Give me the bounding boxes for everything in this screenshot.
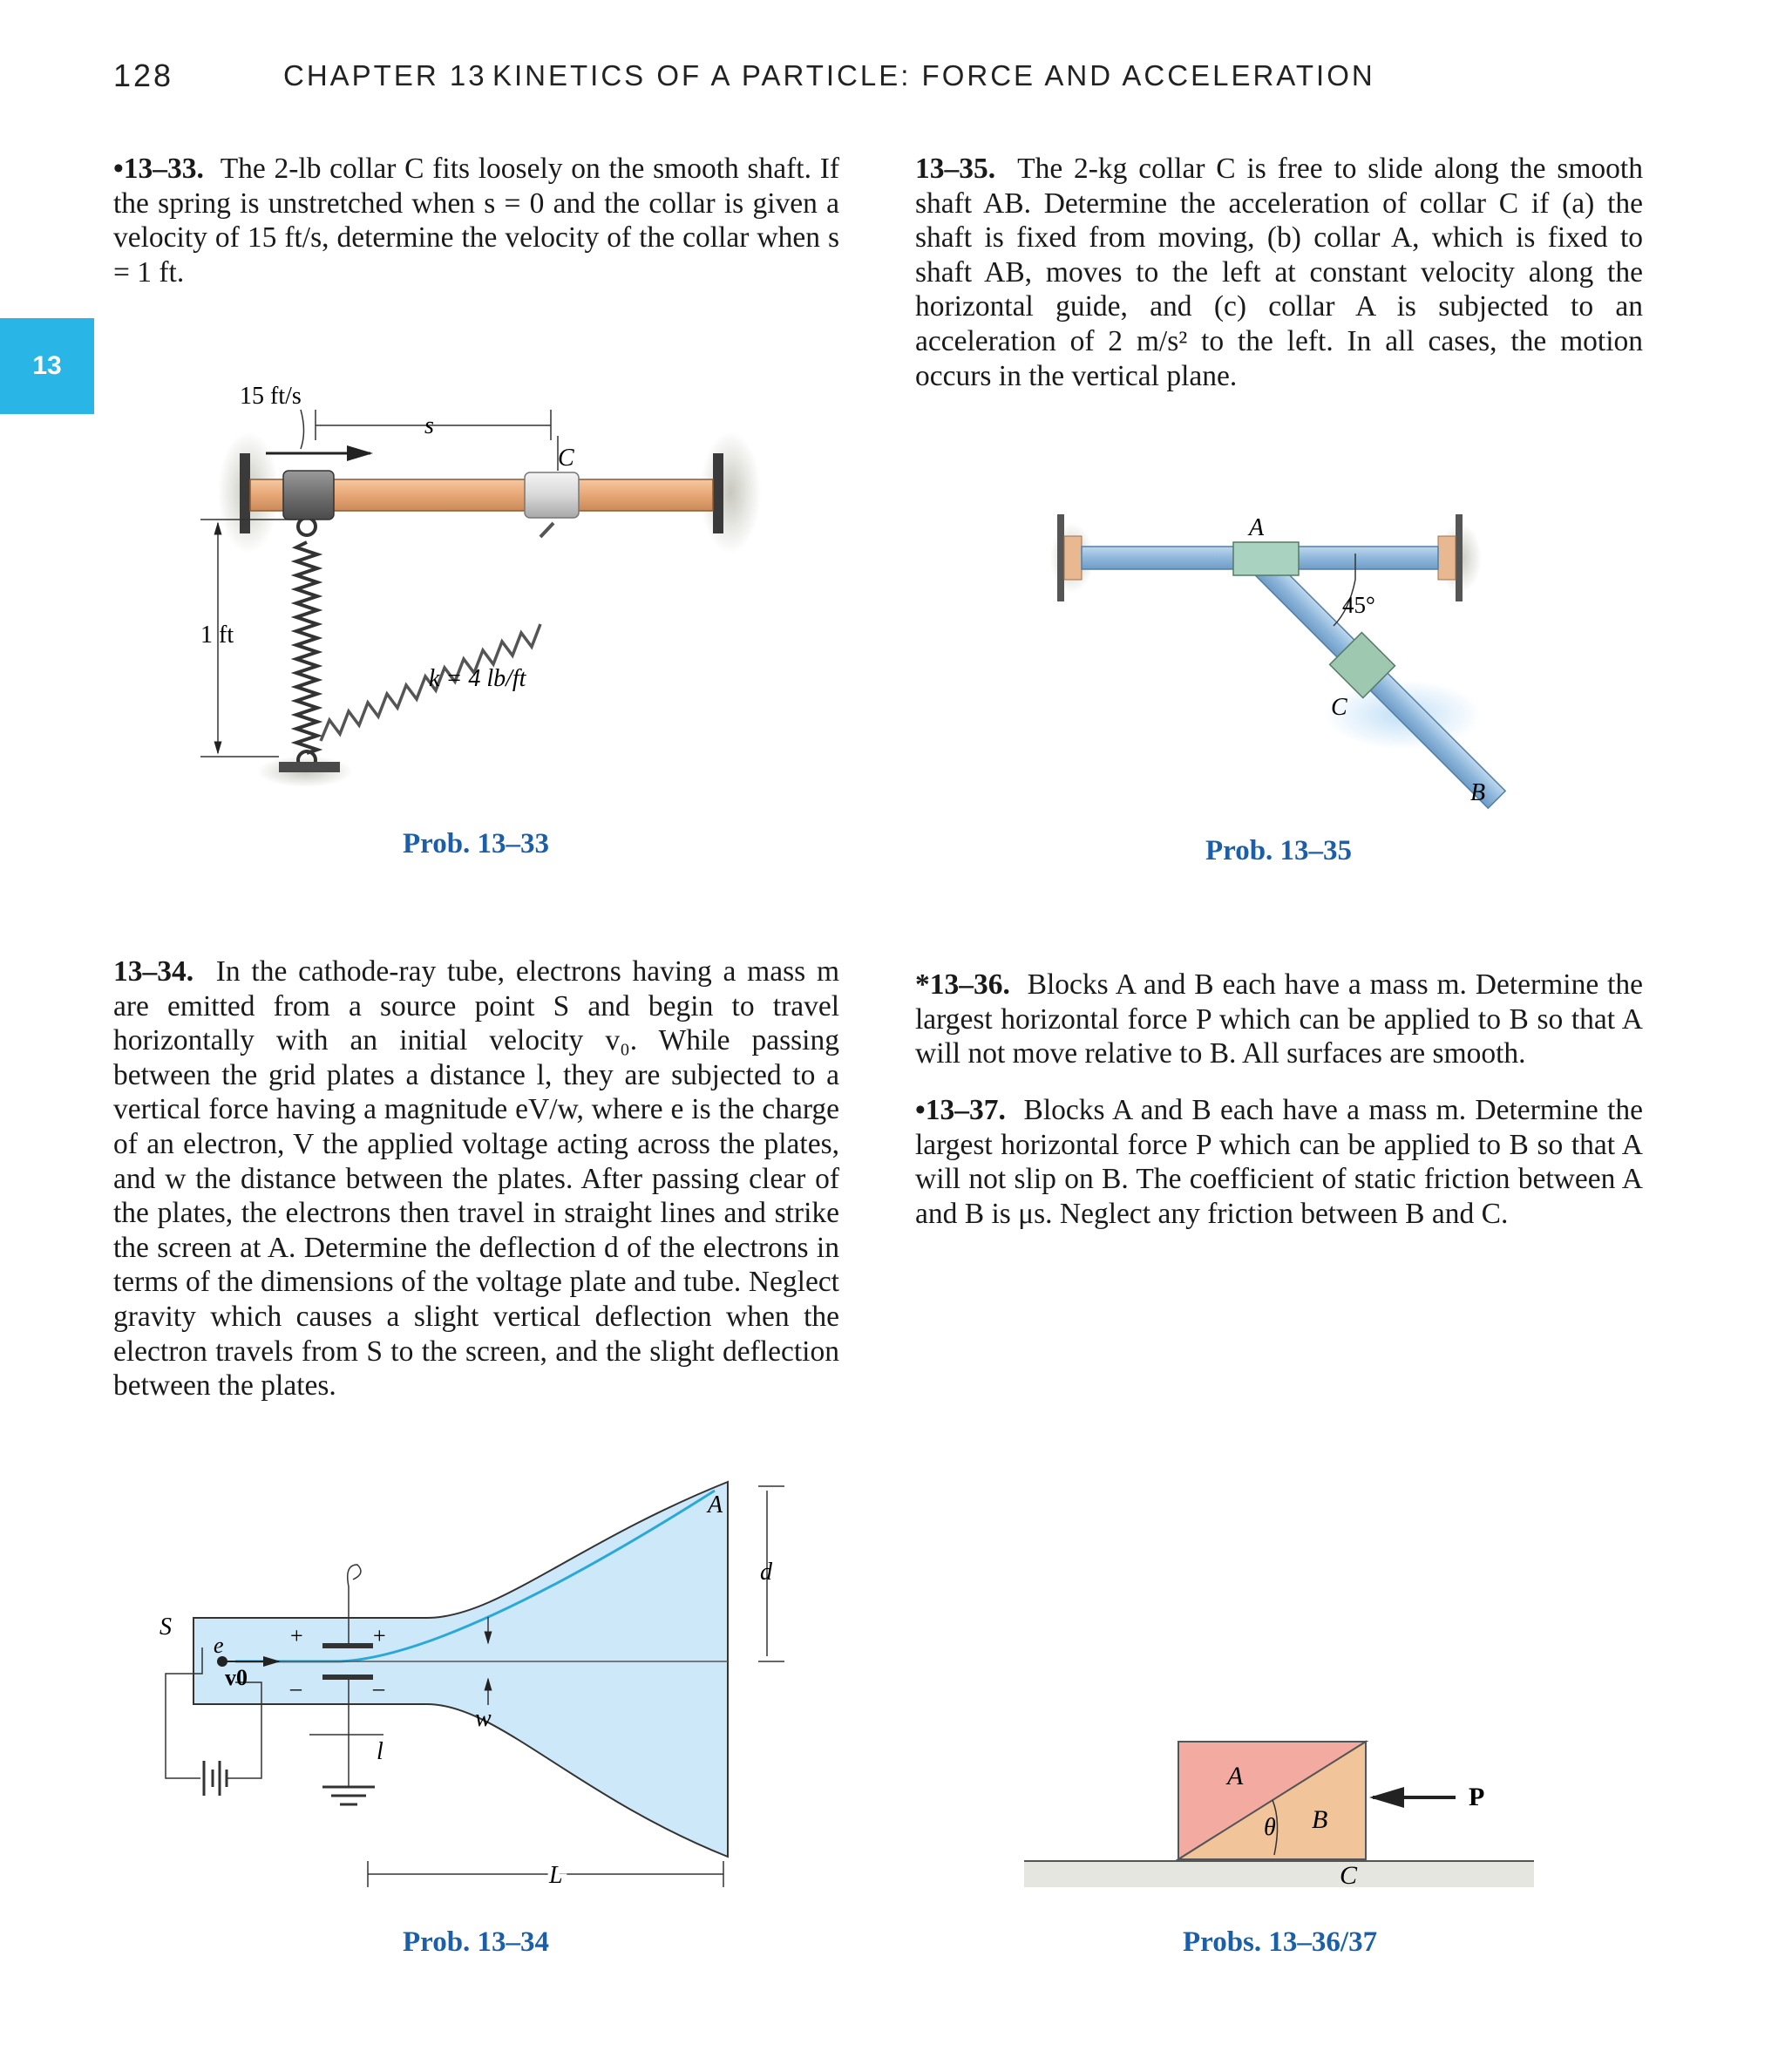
collar-start — [283, 471, 334, 520]
label-a: A — [1249, 514, 1265, 541]
label-b: B — [1312, 1805, 1328, 1834]
label-c: C — [1340, 1861, 1358, 1890]
label-L: L — [549, 1862, 563, 1889]
label-minus-left: – — [290, 1675, 302, 1701]
right-wall-plate — [713, 453, 723, 533]
label-l: l — [377, 1738, 383, 1765]
figure-13-36-37 — [1024, 1742, 1534, 1890]
collar-c — [525, 472, 579, 518]
problem-number: *13–36. — [915, 968, 1010, 1001]
label-s: S — [159, 1613, 172, 1641]
label-velocity: 15 ft/s — [240, 383, 302, 410]
problem-number: 13–34. — [113, 955, 194, 988]
label-w: w — [475, 1705, 492, 1732]
cathode-ray-tube — [193, 1482, 728, 1857]
collar-a — [1233, 542, 1299, 575]
lower-plate — [322, 1675, 373, 1680]
caption-13-34: Prob. 13–34 — [403, 1926, 550, 1958]
label-a: A — [1227, 1762, 1244, 1790]
label-theta: θ — [1264, 1814, 1276, 1841]
label-c: C — [558, 445, 574, 472]
caption-13-33: Prob. 13–33 — [403, 828, 550, 859]
problem-number: 13–35. — [915, 153, 996, 185]
label-a: A — [708, 1491, 723, 1518]
chapter-label: CHAPTER 13 — [283, 59, 487, 92]
figure-13-34 — [159, 1482, 784, 1889]
label-plus-left: + — [290, 1623, 303, 1648]
problem-text: Blocks A and B each have a mass m. Determine the largest horizontal force P which can be applied to B so that A will not slip on B. The coefficient of static friction between A and B is μs. Neglect any friction between B and C. — [915, 1094, 1644, 1230]
label-spring-constant: k = 4 lb/ft — [429, 665, 526, 692]
figure-13-35 — [1050, 514, 1513, 816]
problem-text: The 2-lb collar C fits loosely on the smooth shaft. If the spring is unstretched when s = 0 and the collar is given a velocity of 15 ft/s, determine the velocity of the collar when s = 1 ft. — [113, 153, 839, 289]
ground-c — [1024, 1861, 1534, 1887]
left-wall-plate — [240, 453, 250, 533]
label-minus-right: – — [373, 1675, 384, 1701]
label-plus-right: + — [373, 1623, 386, 1648]
label-d: d — [760, 1559, 772, 1586]
label-height: 1 ft — [200, 622, 234, 649]
label-v0: v0 — [225, 1665, 248, 1690]
chapter-tab: 13 — [0, 318, 94, 414]
chapter-title: KINETICS OF A PARTICLE: FORCE AND ACCELERATION — [492, 59, 1375, 92]
spring-base — [279, 762, 340, 772]
label-angle: 45° — [1342, 592, 1375, 618]
problem-number: •13–37. — [915, 1094, 1006, 1126]
vertical-spring — [296, 542, 317, 753]
problem-text: In the cathode-ray tube, electrons having a mass m are emitted from a source point S and begin to travel horizontally with an initial velocity v₀. While passing between the grid plates a distance l, they are subjected to a vertical force having a magnitude eV/w, where e is the charge of an electron, V the applied voltage acting across the plates, and w the distance between the plates. After passing clear of the plates, the electrons then travel in straight lines and strike the screen at A. Determine the deflection d of the electrons in terms of the dimensions of the voltage plate and tube. Neglect gravity which causes a slight vertical deflection when the electron travels from S to the screen, and the slight deflection between the plates. — [113, 955, 839, 1403]
problem-text: The 2-kg collar C is free to slide along the smooth shaft AB. Determine the acceleration of collar C if (a) the shaft is fixed from moving, (b) collar A, which is fixed to shaft AB, moves to the left at constant velocity along the horizontal guide, and (c) collar A is subjected to an acceleration of 2 m/s² to the left. In all cases, the motion occurs in the vertical plane. — [915, 153, 1643, 392]
label-e: e — [214, 1633, 224, 1658]
problem-text: Blocks A and B each have a mass m. Determine the largest horizontal force P which can be applied to B so that A will not move relative to B. All surfaces are smooth. — [915, 968, 1644, 1070]
upper-plate — [322, 1643, 373, 1648]
caption-13-36-37: Probs. 13–36/37 — [1183, 1926, 1378, 1958]
page-number: 128 — [113, 58, 174, 93]
problem-number: •13–33. — [113, 153, 204, 185]
figure-13-33 — [200, 383, 761, 787]
caption-13-35: Prob. 13–35 — [1205, 835, 1353, 866]
label-c: C — [1331, 694, 1347, 721]
label-b: B — [1470, 779, 1486, 806]
label-s: s — [424, 412, 434, 439]
label-p: P — [1469, 1783, 1485, 1811]
